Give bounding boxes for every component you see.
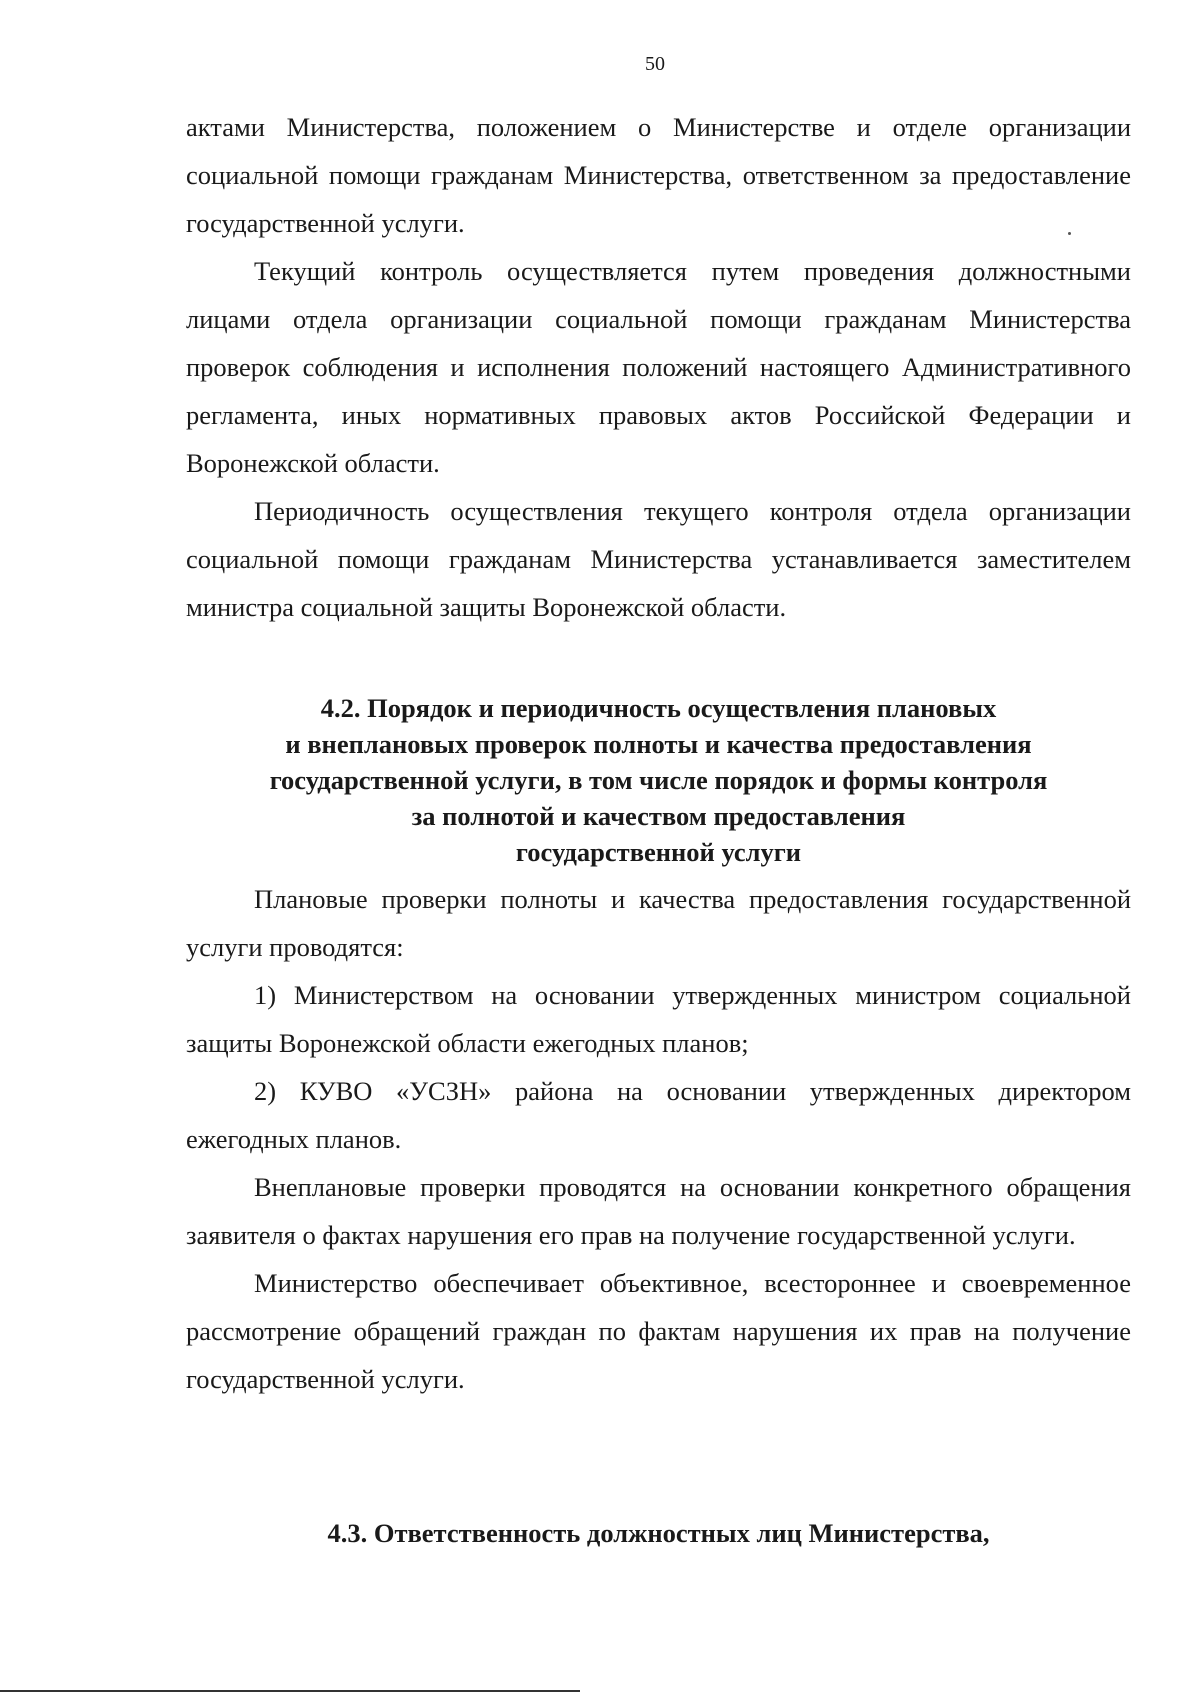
list-item-1: 1) Министерством на основании утвержденных министром социальной защиты Воронежской области ежегодных планов; bbox=[186, 980, 1131, 1058]
page-number: 50 bbox=[645, 53, 665, 75]
paragraph-planned-checks: Плановые проверки полноты и качества предоставления государственной услуги проводятся: bbox=[186, 884, 1131, 962]
paragraph-current-control: Текущий контроль осуществляется путем проведения должностными лицами отдела организации социальной помощи гражданам Министерства проверок соблюдения и исполнения положений настоящего Административного регламента, иных нормативных правовых актов Российской Федерации и Воронежской области. bbox=[186, 256, 1131, 478]
list-item-2: 2) КУВО «УСЗН» района на основании утвержденных директором ежегодных планов. bbox=[186, 1076, 1131, 1154]
paragraph-continuation: актами Министерства, положением о Министерстве и отделе организации социальной помощи гражданам Министерства, ответственном за предоставление государственной услуги. bbox=[186, 112, 1131, 238]
paragraph-ministry-ensures: Министерство обеспечивает объективное, всестороннее и своевременное рассмотрение обращений граждан по фактам нарушения их прав на получение государственной услуги. bbox=[186, 1268, 1131, 1394]
continuation-paragraphs bbox=[186, 103, 1131, 631]
heading-line: и внеплановых проверок полноты и качества предоставления bbox=[285, 729, 1032, 759]
section-heading-4-2 bbox=[186, 690, 1131, 870]
bottom-edge-rule bbox=[0, 1690, 580, 1692]
heading-line: 4.2. Порядок и периодичность осуществления плановых bbox=[320, 693, 997, 723]
section-4-2-body bbox=[186, 875, 1131, 1403]
heading-line: 4.3. Ответственность должностных лиц Министерства, bbox=[327, 1518, 990, 1548]
section-heading-4-3 bbox=[186, 1515, 1131, 1551]
heading-line: государственной услуги bbox=[515, 837, 802, 867]
paragraph-periodicity: Периодичность осуществления текущего контроля отдела организации социальной помощи гражданам Министерства устанавливается заместителем министра социальной защиты Воронежской области. bbox=[186, 496, 1131, 622]
heading-line: за полнотой и качеством предоставления bbox=[411, 801, 906, 831]
heading-line: государственной услуги, в том числе порядок и формы контроля bbox=[269, 765, 1048, 795]
paragraph-unplanned-checks: Внеплановые проверки проводятся на основании конкретного обращения заявителя о фактах нарушения его прав на получение государственной услуги. bbox=[186, 1172, 1131, 1250]
